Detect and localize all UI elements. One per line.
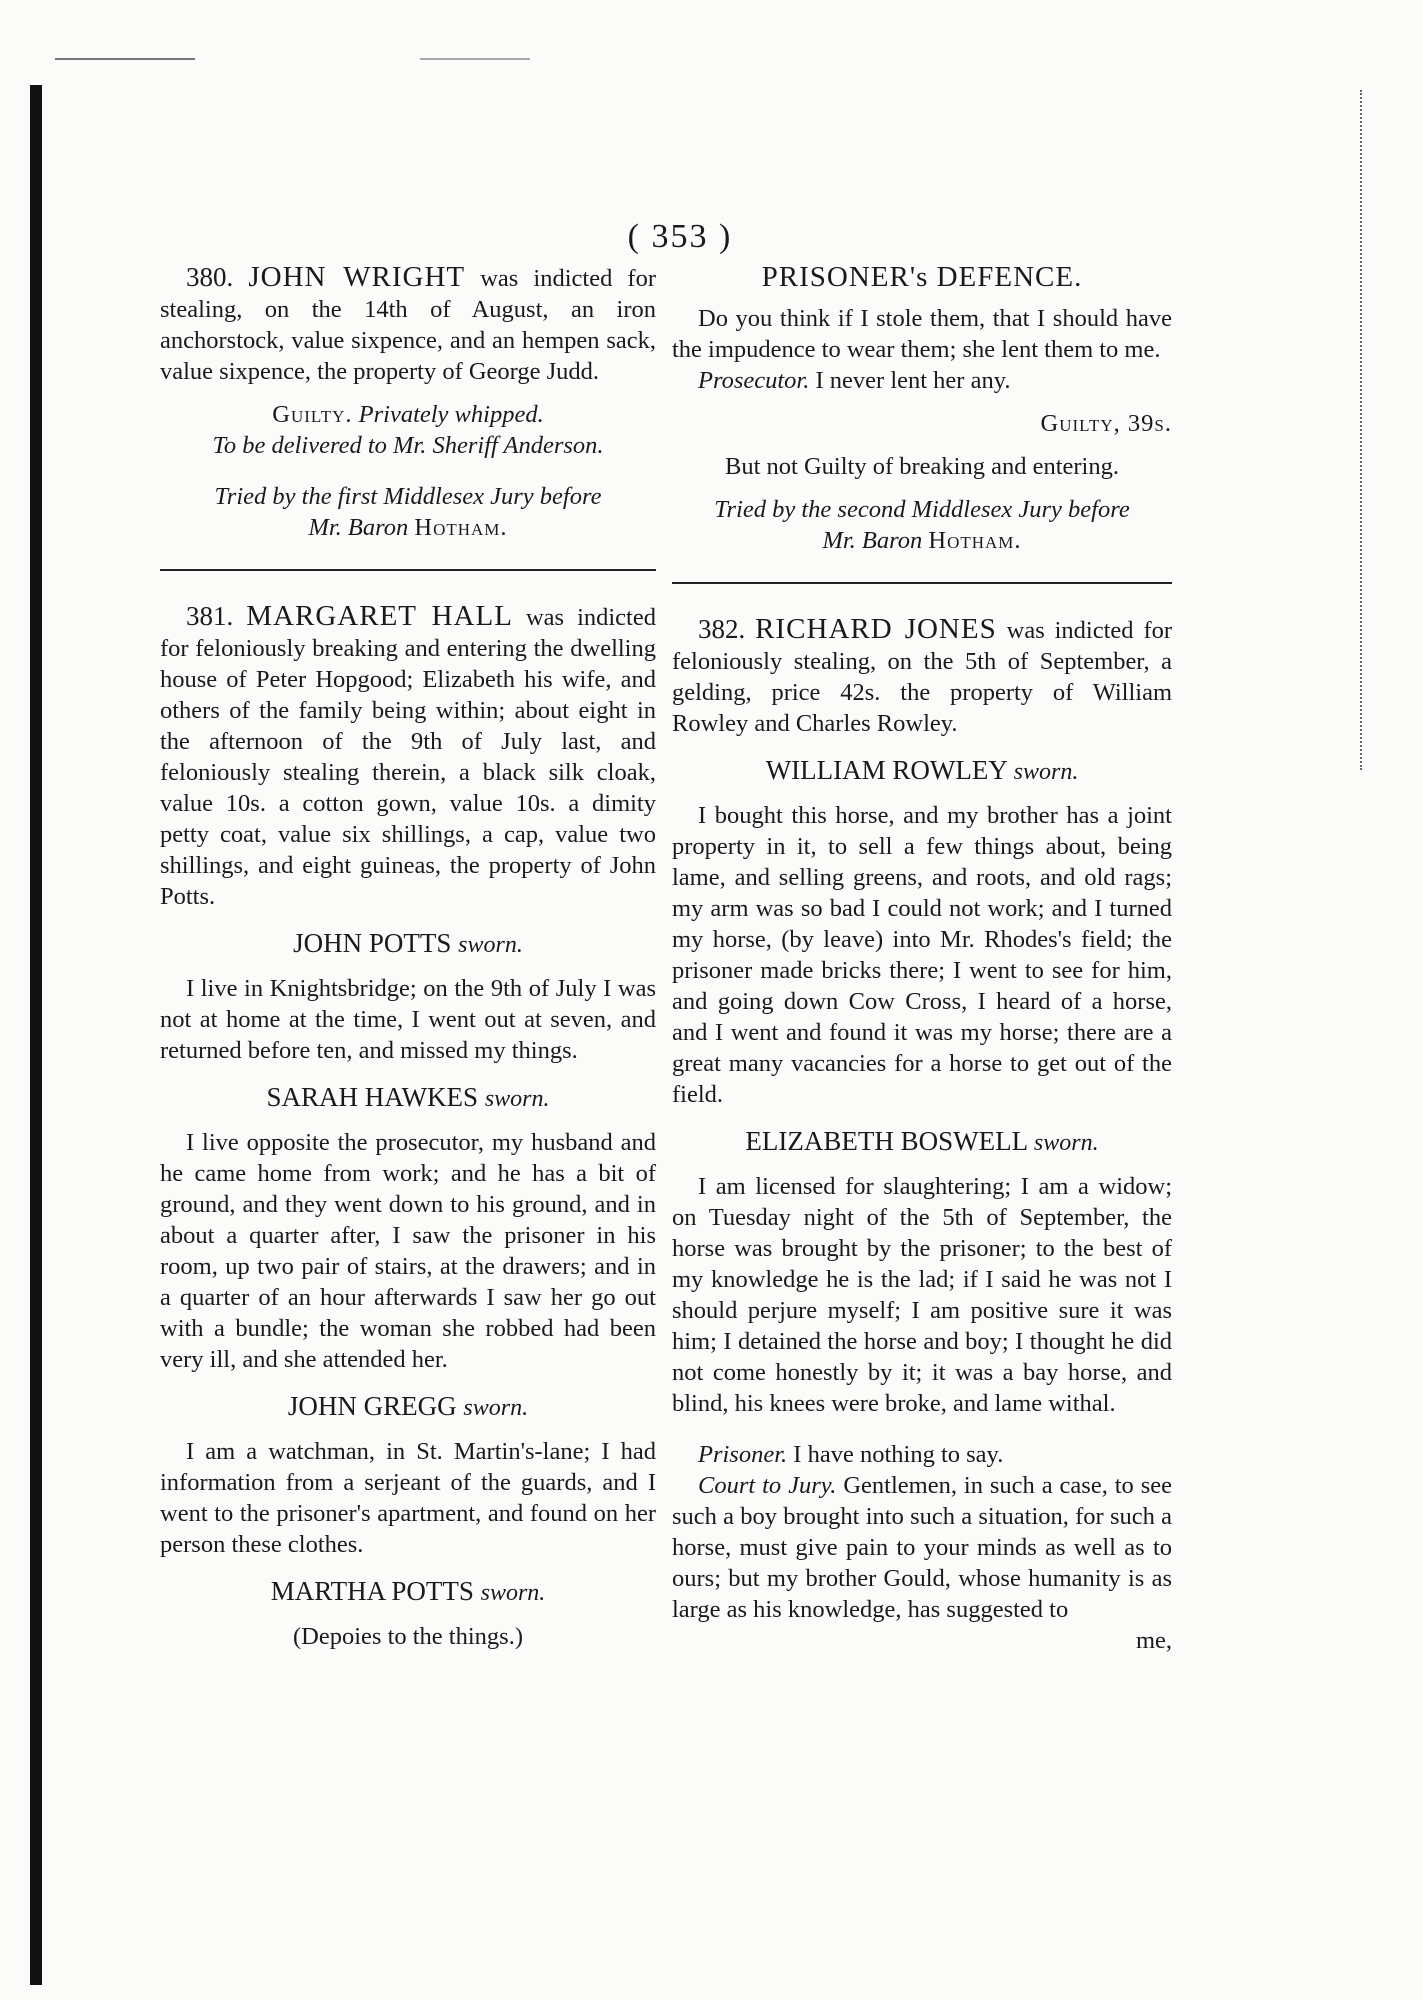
testimony: I live in Knightsbridge; on the 9th of July I was not at home at the time, I went out at seven, and returned before ten, and missed my things.	[160, 975, 656, 1064]
judge-line	[160, 512, 656, 543]
section-rule	[672, 582, 1172, 584]
page-edge-shadow	[30, 85, 42, 1985]
testimony: I am a watchman, in St. Martin's-lane; I had information from a serjeant of the guards, and I went to the prisoner's apartment, and found on her person these clothes.	[160, 1438, 656, 1558]
catchword: me,	[1135, 1627, 1172, 1654]
testimony: I bought this horse, and my brother has a joint property in it, to sell a few things about, being lame, and selling greens, and roots, and old rags; my arm was so bad I could not work; and I turned my horse, (by leave) into Mr. Rhodes's field; the prisoner made bricks there; I went to see for him, and going down Cow Cross, I heard of a horse, and I went and found it was my horse; there are a great many vacancies for a horse to get out of the field.	[672, 802, 1172, 1108]
scan-mark	[420, 58, 530, 60]
left-column	[160, 262, 656, 1652]
witness-name: ELIZABETH BOSWELL	[745, 1126, 1028, 1156]
speaker-label: Court to Jury.	[698, 1472, 837, 1499]
verdict-line	[160, 399, 656, 430]
witness-name: JOHN GREGG	[287, 1391, 457, 1421]
sworn-label: sworn.	[458, 932, 523, 958]
speaker-label: Prisoner.	[698, 1441, 788, 1468]
sworn-label: sworn.	[484, 1086, 550, 1112]
sworn-label: sworn.	[480, 1580, 546, 1606]
page-number: ( 353 )	[627, 218, 733, 255]
judge-title: Mr. Baron	[308, 514, 409, 541]
tried-by-line	[160, 481, 656, 512]
sentence: Privately whipped.	[358, 401, 544, 428]
witness-heading	[160, 928, 656, 961]
verdict: Guilty, 39s.	[1040, 410, 1172, 437]
tried-by: Tried by the first Middlesex Jury before	[214, 483, 602, 510]
witness-name: SARAH HAWKES	[266, 1082, 479, 1112]
testimony: I live opposite the prosecutor, my husband and he came home from work; and he has a bit of ground, and they went down to his ground, and in about a quarter after, I saw the prisoner in his room, up two pair of stairs, at the drawers; and in a quarter of an hour afterwards I saw her go out with a bundle; the woman she robbed had been very ill, and she attended her.	[160, 1129, 656, 1373]
defence-heading: PRISONER's DEFENCE.	[761, 261, 1083, 293]
speaker-label: Prosecutor.	[698, 367, 810, 394]
right-column	[672, 262, 1172, 1656]
sworn-label: sworn.	[1033, 1130, 1099, 1156]
witness-heading	[160, 1576, 656, 1609]
witness-name: WILLIAM ROWLEY	[765, 755, 1007, 785]
tried-by-line	[672, 494, 1172, 525]
court-line	[672, 1470, 1172, 1625]
delivery-line	[160, 430, 656, 461]
defence-text: Do you think if I stole them, that I should have the impudence to wear them; she lent them to me.	[672, 305, 1172, 363]
deposition-note: (Depoies to the things.)	[293, 1623, 523, 1650]
witness-heading	[160, 1391, 656, 1424]
judge-name: Hotham.	[928, 527, 1022, 554]
witness-name: MARTHA POTTS	[270, 1576, 474, 1606]
sworn-label: sworn.	[1013, 759, 1079, 785]
verdict: Guilty.	[272, 401, 353, 428]
indictment-text: was indicted for feloniously breaking and entering the dwelling house of Peter Hopgood; Elizabeth his wife, and others of the family being within; about eight in the afternoon of the 9th of July last, and feloniously stealing therein, a black silk cloak, value 10s. a cotton gown, value 10s. a dimity petty coat, value six shillings, a cap, value two shillings, and eight guineas, the property of John Potts.	[160, 604, 656, 910]
case-number: 380.	[186, 262, 234, 292]
not-guilty-note: But not Guilty of breaking and entering.	[725, 453, 1119, 480]
witness-heading	[672, 755, 1172, 788]
indictment-text: was indicted for feloniously stealing, on the 5th of September, a gelding, price 42s. the property of William Rowley and Charles Rowley.	[672, 617, 1173, 737]
witness-heading	[160, 1082, 656, 1115]
defendant-name: RICHARD JONES	[755, 613, 997, 645]
scan-margin-specks	[1360, 90, 1365, 770]
case-380	[160, 262, 656, 387]
judge-name: Hotham.	[414, 514, 508, 541]
witness-name: JOHN POTTS	[293, 928, 452, 958]
scan-mark	[55, 58, 195, 60]
speaker-text: Gentlemen, in such a case, to see such a boy brought into such a situation, for such a horse, must give pain to your minds as well as to ours; but my brother Gould, whose humanity is as large as his knowledge, has suggested to	[672, 1472, 1173, 1623]
judge-line	[672, 525, 1172, 556]
case-number: 381.	[186, 601, 234, 631]
prosecutor-line	[672, 365, 1172, 396]
defendant-name: JOHN WRIGHT	[248, 261, 466, 293]
testimony: I am licensed for slaughtering; I am a widow; on Tuesday night of the 5th of September, the horse was brought by the prisoner; to the best of my knowledge he is the lad; if I said he was not I should perjure myself; I am positive sure it was him; I detained the horse and boy; I thought he did not come honestly by it; it was a bay horse, and blind, his knees were broke, and lame withal.	[672, 1173, 1172, 1417]
case-number: 382.	[698, 614, 746, 644]
witness-heading	[672, 1126, 1172, 1159]
indictment-text: was indicted for stealing, on the 14th of August, an iron anchorstock, value sixpence, and an hempen sack, value sixpence, the property of George Judd.	[160, 265, 656, 385]
tried-by: Tried by the second Middlesex Jury before	[714, 496, 1130, 523]
speaker-text: I have nothing to say.	[793, 1441, 1004, 1468]
delivery: To be delivered to Mr. Sheriff Anderson.	[212, 432, 604, 459]
defendant-name: MARGARET HALL	[246, 600, 513, 632]
judge-title: Mr. Baron	[822, 527, 923, 554]
section-rule	[160, 569, 656, 571]
speaker-text: I never lent her any.	[815, 367, 1011, 394]
case-381	[160, 601, 656, 912]
prisoner-line	[672, 1439, 1172, 1470]
case-382	[672, 614, 1172, 739]
sworn-label: sworn.	[463, 1395, 529, 1421]
